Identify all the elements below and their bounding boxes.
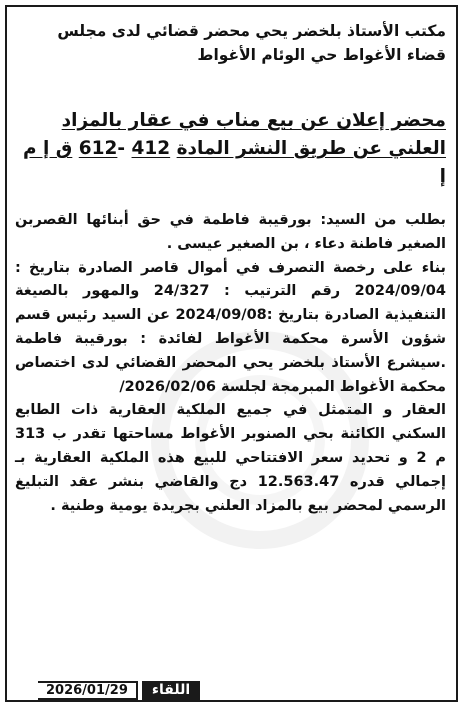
article-a: 412 bbox=[131, 138, 171, 159]
publication-date: 2026/01/29 bbox=[38, 681, 138, 700]
article-b: 612 bbox=[78, 138, 118, 159]
body-paragraph-property: العقار و المتمثل في جميع الملكية العقارية ذات الطابع السكني الكائنة بحي الصنوبر الأغواط مساحتها تقدر ب 313 م 2 و تحديد سعر الافتتاحي للبيع هذه الملكية العقارية بـ إجمالي قدره 12.563.47 دج والقاضي بنشر عقد التبليغ الرسمي لمحضر بيع بالمزاد العلني بجريدة يومية وطنية . bbox=[15, 402, 446, 514]
title-line-1: محضر إعلان عن بيع مناب في عقار بالمزاد bbox=[61, 110, 446, 131]
office-line-1: مكتب الأستاذ بلخضر يحي محضر قضائي لدى مجلس bbox=[57, 22, 446, 40]
title-line-2-prefix: العلني عن طريق النشر المادة bbox=[176, 138, 446, 159]
article-separator: - bbox=[117, 138, 126, 159]
body-paragraph-authorization: بناء على رخصة التصرف في أموال قاصر الصادرة بتاريخ : 2024/09/04 رقم الترتيب : 24/327 والمهور بالصيغة التنفيذية الصادرة بتاريخ :2024/09/08 عن السيد رئيس قسم شؤون الأسرة محكمة الأغواط لفائدة : بورقيبة فاطمة .سيشرع الأستاذ بلخضر يحي المحضر القضائي لدى اختصاص محكمة الأغواط المبرمجة لجلسة 2026/02/06/ bbox=[15, 259, 446, 395]
publication-footer bbox=[38, 681, 200, 700]
body-paragraph-requester: بطلب من السيد: بورقيبة فاطمة في حق أبنائها القصربن الصغير فاطنة دعاء ، بن الصغير عيسى . bbox=[15, 212, 446, 252]
bailiff-office bbox=[15, 19, 446, 67]
title-line-2-suffix: ق إ م إ bbox=[22, 138, 446, 187]
office-line-2: قضاء الأغواط حي الوئام الأغواط bbox=[197, 46, 446, 64]
notice-body bbox=[15, 209, 446, 518]
title-line-2 bbox=[15, 135, 446, 191]
legal-notice bbox=[5, 5, 458, 702]
notice-title bbox=[15, 107, 446, 191]
publication-name: اللقاء bbox=[142, 681, 200, 700]
